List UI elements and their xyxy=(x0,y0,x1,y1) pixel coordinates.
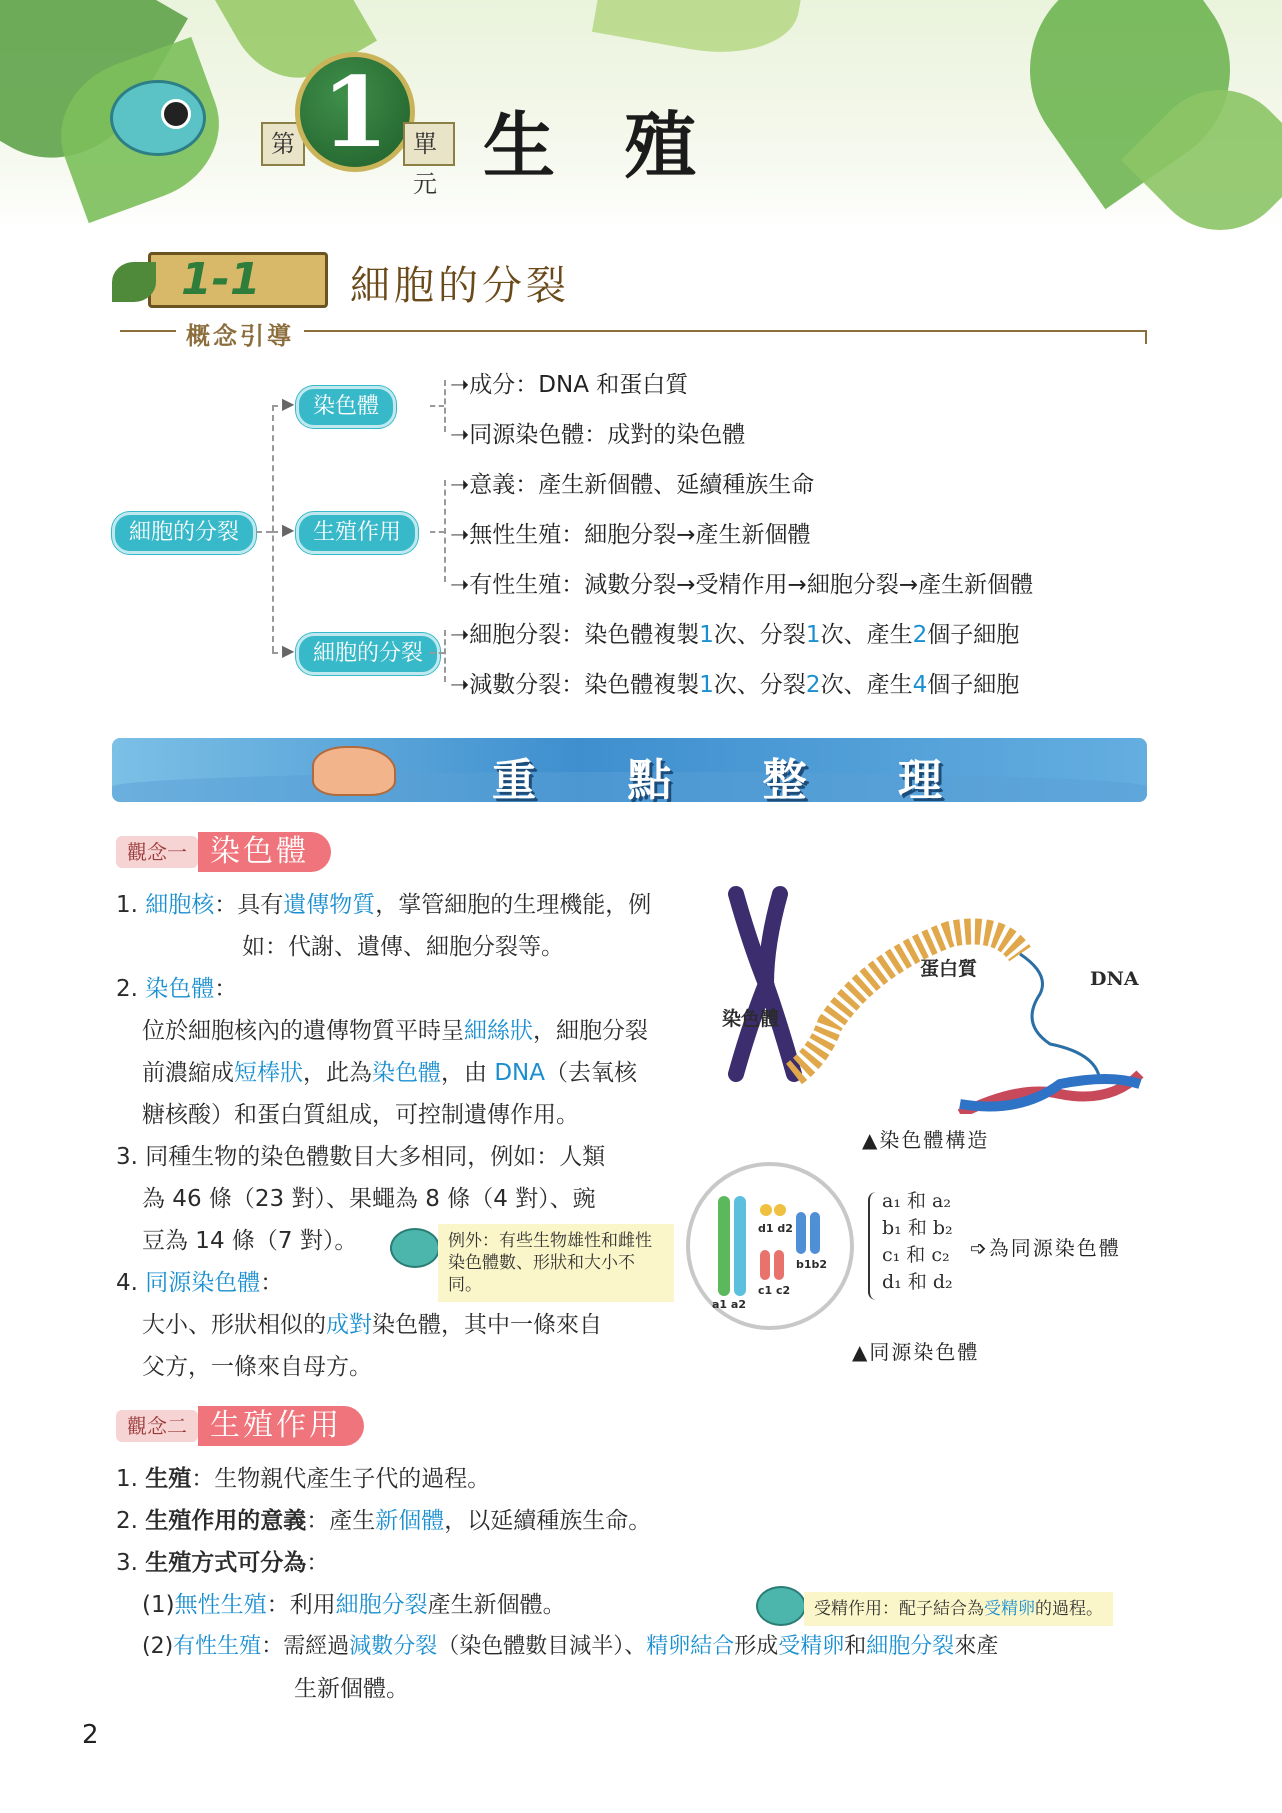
idea2-title: 生殖作用 xyxy=(198,1406,364,1446)
idea1-title: 染色體 xyxy=(198,832,331,872)
fern-icon xyxy=(112,262,156,302)
dna-label: DNA xyxy=(1090,968,1139,990)
map-item: ➝同源染色體：成對的染色體 xyxy=(450,422,746,448)
connector xyxy=(444,630,446,682)
connector xyxy=(272,405,274,652)
idea2-point3-2-cont: 生新個體。 xyxy=(294,1676,409,1702)
arrow-icon: ▶ xyxy=(282,394,295,413)
idea1-point3-a: 3. 同種生物的染色體數目大多相同，例如：人類 xyxy=(116,1144,606,1170)
key-points-banner xyxy=(112,738,1147,802)
section-number: 1-1 xyxy=(181,254,261,305)
pair-label-a: a1 a2 xyxy=(712,1298,746,1311)
mascot-character xyxy=(110,80,206,156)
map-root: 細胞的分裂 xyxy=(112,512,256,554)
idea1-point3-b: 為 46 條（23 對）、果蠅為 8 條（4 對）、豌 xyxy=(142,1186,596,1212)
dino-mascot xyxy=(312,746,396,796)
section-badge xyxy=(148,252,328,308)
connector xyxy=(430,531,444,533)
fertilization-note: 受精作用：配子結合為受精卵的過程。 xyxy=(804,1592,1113,1626)
idea2-point2: 2. 生殖作用的意義：產生新個體，以延續種族生命。 xyxy=(116,1508,652,1534)
connector xyxy=(444,380,446,432)
pair-a: a₁ 和 a₂ xyxy=(882,1190,951,1212)
idea1-point3-c: 豆為 14 條（7 對）。 xyxy=(142,1228,358,1254)
map-item: ➝意義：產生新個體、延續種族生命 xyxy=(450,472,815,498)
mascot-icon xyxy=(756,1586,806,1626)
idea2-point3-1: (1)無性生殖：利用細胞分裂產生新個體。 xyxy=(142,1592,566,1618)
map-branch-division: 細胞的分裂 xyxy=(296,633,440,675)
exception-note: 例外：有些生物雄性和雌性染色體數、形狀和大小不同。 xyxy=(438,1224,674,1302)
idea2-point1: 1. 生殖：生物親代產生子代的過程。 xyxy=(116,1466,491,1492)
unit-prefix: 第 xyxy=(261,122,305,166)
unit-suffix: 單元 xyxy=(403,122,455,166)
key-points-title: 重 點 整 理 xyxy=(492,755,980,802)
idea1-point2-b: 前濃縮成短棒狀，此為染色體，由 DNA（去氧核 xyxy=(142,1060,637,1086)
idea2-point3: 3. 生殖方式可分為： xyxy=(116,1550,330,1576)
unit-badge xyxy=(255,52,455,198)
arrow-icon: ▶ xyxy=(282,641,295,660)
idea1-point4: 4. 同源染色體： xyxy=(116,1270,284,1296)
idea1-point1-cont: 如：代謝、遺傳、細胞分裂等。 xyxy=(242,934,564,960)
idea1-point4-b: 父方，一條來自母方。 xyxy=(142,1354,372,1380)
pair-label-b: b1b2 xyxy=(796,1258,828,1271)
connector xyxy=(444,480,446,582)
section-title: 細胞的分裂 xyxy=(350,263,570,309)
page-number: 2 xyxy=(82,1720,99,1750)
map-branch-reproduction: 生殖作用 xyxy=(296,512,418,554)
idea1-point2-c: 糖核酸）和蛋白質組成，可控制遺傳作用。 xyxy=(142,1102,579,1128)
leaf-decoration xyxy=(592,0,808,67)
idea2-point3-2: (2)有性生殖：需經過減數分裂（染色體數目減半）、精卵結合形成受精卵和細胞分裂來產 xyxy=(142,1634,999,1659)
connector xyxy=(256,531,272,533)
idea1-point2: 2. 染色體： xyxy=(116,976,238,1002)
pair-brace xyxy=(868,1192,880,1300)
pair-d: d₁ 和 d₂ xyxy=(882,1271,953,1293)
homologous-result: ➩為同源染色體 xyxy=(970,1236,1121,1260)
chromosome-diagram xyxy=(720,884,1160,1114)
map-item: ➝無性生殖：細胞分裂→產生新個體 xyxy=(450,522,811,548)
pair-b: b₁ 和 b₂ xyxy=(882,1217,953,1239)
pair-list xyxy=(882,1188,953,1296)
idea1-point2-a: 位於細胞核內的遺傳物質平時呈細絲狀，細胞分裂 xyxy=(142,1018,648,1044)
mascot-eye xyxy=(161,99,191,129)
map-item-meiosis: ➝減數分裂：染色體複製1次、分裂2次、產生4個子細胞 xyxy=(450,672,1020,698)
connector xyxy=(430,405,444,407)
map-branch-chromosome: 染色體 xyxy=(296,386,396,428)
pair-c: c₁ 和 c₂ xyxy=(882,1244,950,1266)
concept-label: 概念引導 xyxy=(176,316,304,351)
unit-number: 1 xyxy=(321,56,389,169)
map-item-mitosis: ➝細胞分裂：染色體複製1次、分裂1次、產生2個子細胞 xyxy=(450,622,1020,648)
map-item: ➝有性生殖：減數分裂→受精作用→細胞分裂→產生新個體 xyxy=(450,572,1034,598)
pair-label-c: c1 c2 xyxy=(758,1284,791,1297)
figure2-caption: ▲同源染色體 xyxy=(852,1340,980,1364)
homologous-figure xyxy=(686,1162,854,1330)
idea1-point1: 1. 細胞核：具有遺傳物質，掌管細胞的生理機能，例 xyxy=(116,892,652,918)
pair-label-d: d1 d2 xyxy=(758,1222,793,1235)
figure1-caption: ▲染色體構造 xyxy=(862,1128,990,1152)
idea2-prefix: 觀念二 xyxy=(116,1410,198,1442)
idea1-point4-a: 大小、形狀相似的成對染色體，其中一條來自 xyxy=(142,1312,602,1338)
chromosome-structure-figure xyxy=(720,884,1160,1114)
unit-title: 生 殖 xyxy=(483,103,719,188)
connector xyxy=(430,652,444,654)
arrow-icon: ▶ xyxy=(282,520,295,539)
protein-label: 蛋白質 xyxy=(920,958,978,980)
mascot-icon xyxy=(390,1228,440,1268)
map-item: ➝成分：DNA 和蛋白質 xyxy=(450,372,689,398)
idea1-prefix: 觀念一 xyxy=(116,836,198,868)
chromosome-label: 染色體 xyxy=(722,1008,780,1030)
